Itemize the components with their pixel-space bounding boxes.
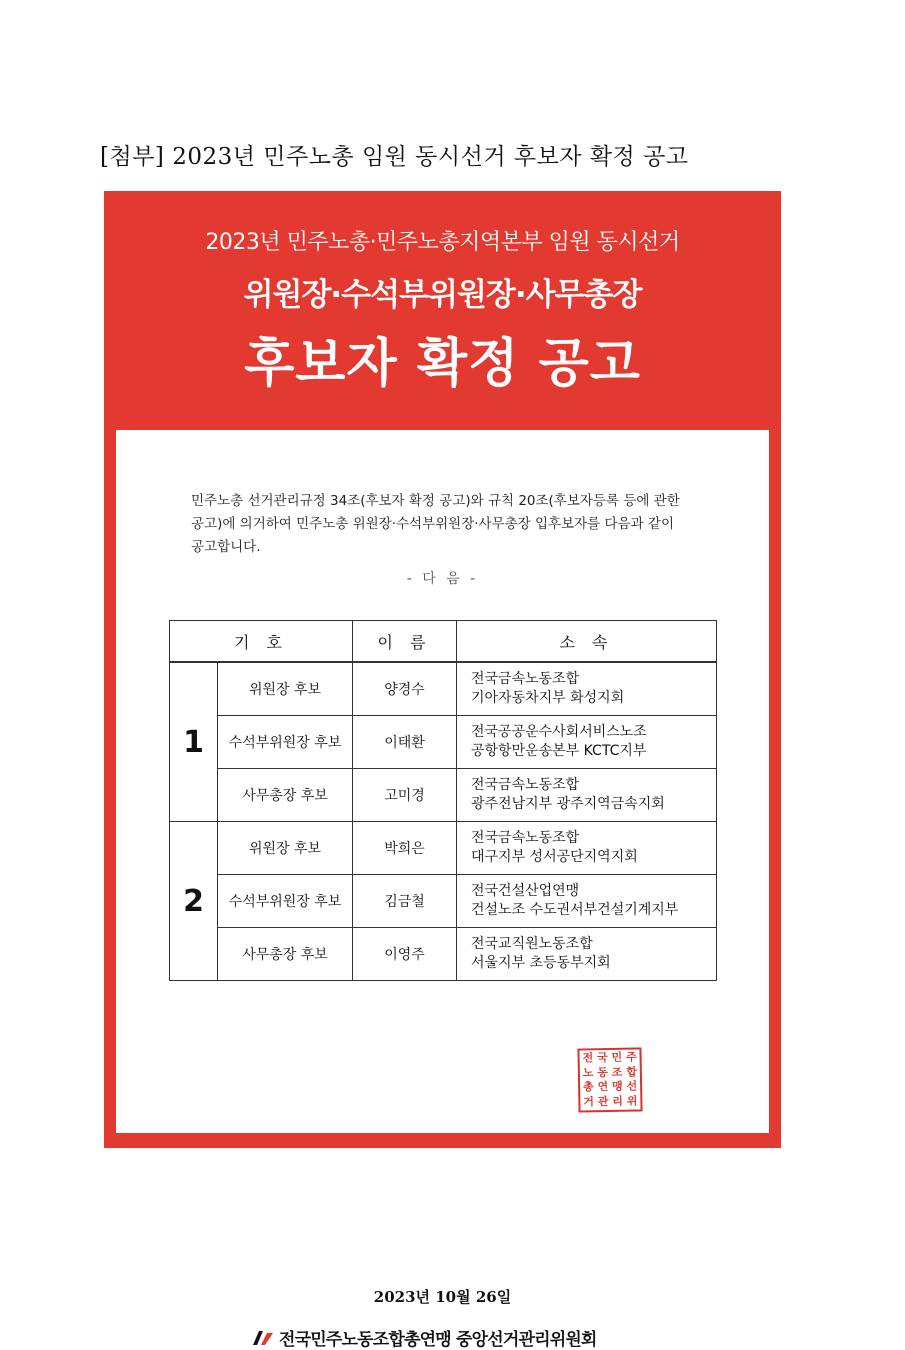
seal-char: 위 [626,1094,638,1108]
affiliation-line: 전국금속노동조합 [471,671,580,687]
candidate-number: 2 [170,822,218,981]
content-panel [116,430,769,1350]
organization-name: 전국민주노동조합총연맹 중앙선거관리위원회 [279,1330,597,1350]
seal-char: 선 [626,1079,638,1093]
intro-line: 공고합니다. [191,539,261,555]
affiliation-cell [457,875,717,928]
seal-char: 노 [582,1065,594,1079]
affiliation-line: 공항항만운송본부 KCTC지부 [471,743,647,759]
table-row [170,928,717,981]
affiliation-cell [457,928,717,981]
seal-char: 전 [582,1051,594,1065]
header-symbol: 기 호 [170,621,353,663]
position-cell: 사무총장 후보 [218,928,353,981]
table-row [170,769,717,822]
seal-char: 조 [611,1065,623,1079]
seal-char: 민 [611,1050,623,1064]
table-row [170,662,717,716]
name-cell: 양경수 [353,662,457,716]
seal-char: 총 [582,1080,594,1094]
affiliation-cell [457,769,717,822]
candidate-number: 1 [170,662,218,822]
affiliation-cell [457,716,717,769]
organization-signature [251,1325,597,1350]
header-affiliation: 소 속 [457,621,717,663]
seal-char: 동 [597,1065,609,1079]
affiliation-line: 전국교직원노동조합 [471,936,593,952]
position-cell: 수석부위원장 후보 [218,716,353,769]
table-row [170,875,717,928]
seal-char: 맹 [611,1079,623,1093]
kctu-logo-icon [251,1329,275,1347]
positions-heading: 위원장·수석부위원장·사무총장 [243,277,642,313]
name-cell: 고미경 [353,769,457,822]
affiliation-line: 대구지부 성서공단지역지회 [471,849,638,865]
affiliation-line: 전국공공운수사회서비스노조 [471,724,647,740]
affiliation-line: 기아자동차지부 화성지회 [471,690,625,706]
position-cell: 수석부위원장 후보 [218,875,353,928]
seal-char: 거 [583,1094,595,1108]
name-cell: 이태환 [353,716,457,769]
name-cell: 박희은 [353,822,457,875]
seal-char: 리 [612,1094,624,1108]
affiliation-cell [457,822,717,875]
candidate-table [169,620,717,981]
seal-char: 합 [626,1065,638,1079]
section-separator: - 다 음 - [406,571,479,587]
intro-paragraph [191,490,711,559]
intro-line: 민주노총 선거관리규정 34조(후보자 확정 공고)와 규칙 20조(후보자등록 등에 관한 [191,493,680,509]
affiliation-line: 건설노조 수도권서부건설기계지부 [471,902,679,918]
affiliation-line: 서울지부 초등동부지회 [471,955,611,971]
announcement-date: 2023년 10월 26일 [373,1288,512,1306]
header-name: 이 름 [353,621,457,663]
affiliation-line: 전국금속노동조합 [471,830,580,846]
name-cell: 이영주 [353,928,457,981]
intro-line: 공고)에 의거하여 민주노총 위원장·수석부위원장·사무총장 입후보자를 다음과 같이 [191,516,674,532]
official-seal [577,1047,642,1112]
table-header-row [170,621,717,663]
affiliation-cell [457,662,717,716]
table-row [170,716,717,769]
name-cell: 김금철 [353,875,457,928]
affiliation-line: 전국건설산업연맹 [471,883,580,899]
document-title: [첨부] 2023년 민주노총 임원 동시선거 후보자 확정 공고 [100,144,689,170]
election-subtitle: 2023년 민주노총·민주노총지역본부 임원 동시선거 [205,230,680,255]
announcement-poster [104,191,781,1350]
seal-char: 연 [597,1080,609,1094]
position-cell: 위원장 후보 [218,662,353,716]
seal-char: 관 [597,1094,609,1108]
announcement-headline: 후보자 확정 공고 [244,334,641,394]
seal-char: 주 [625,1050,637,1064]
seal-char: 국 [596,1051,608,1065]
table-row [170,822,717,875]
position-cell: 사무총장 후보 [218,769,353,822]
position-cell: 위원장 후보 [218,822,353,875]
affiliation-line: 광주전남지부 광주지역금속지회 [471,796,665,812]
affiliation-line: 전국금속노동조합 [471,777,580,793]
